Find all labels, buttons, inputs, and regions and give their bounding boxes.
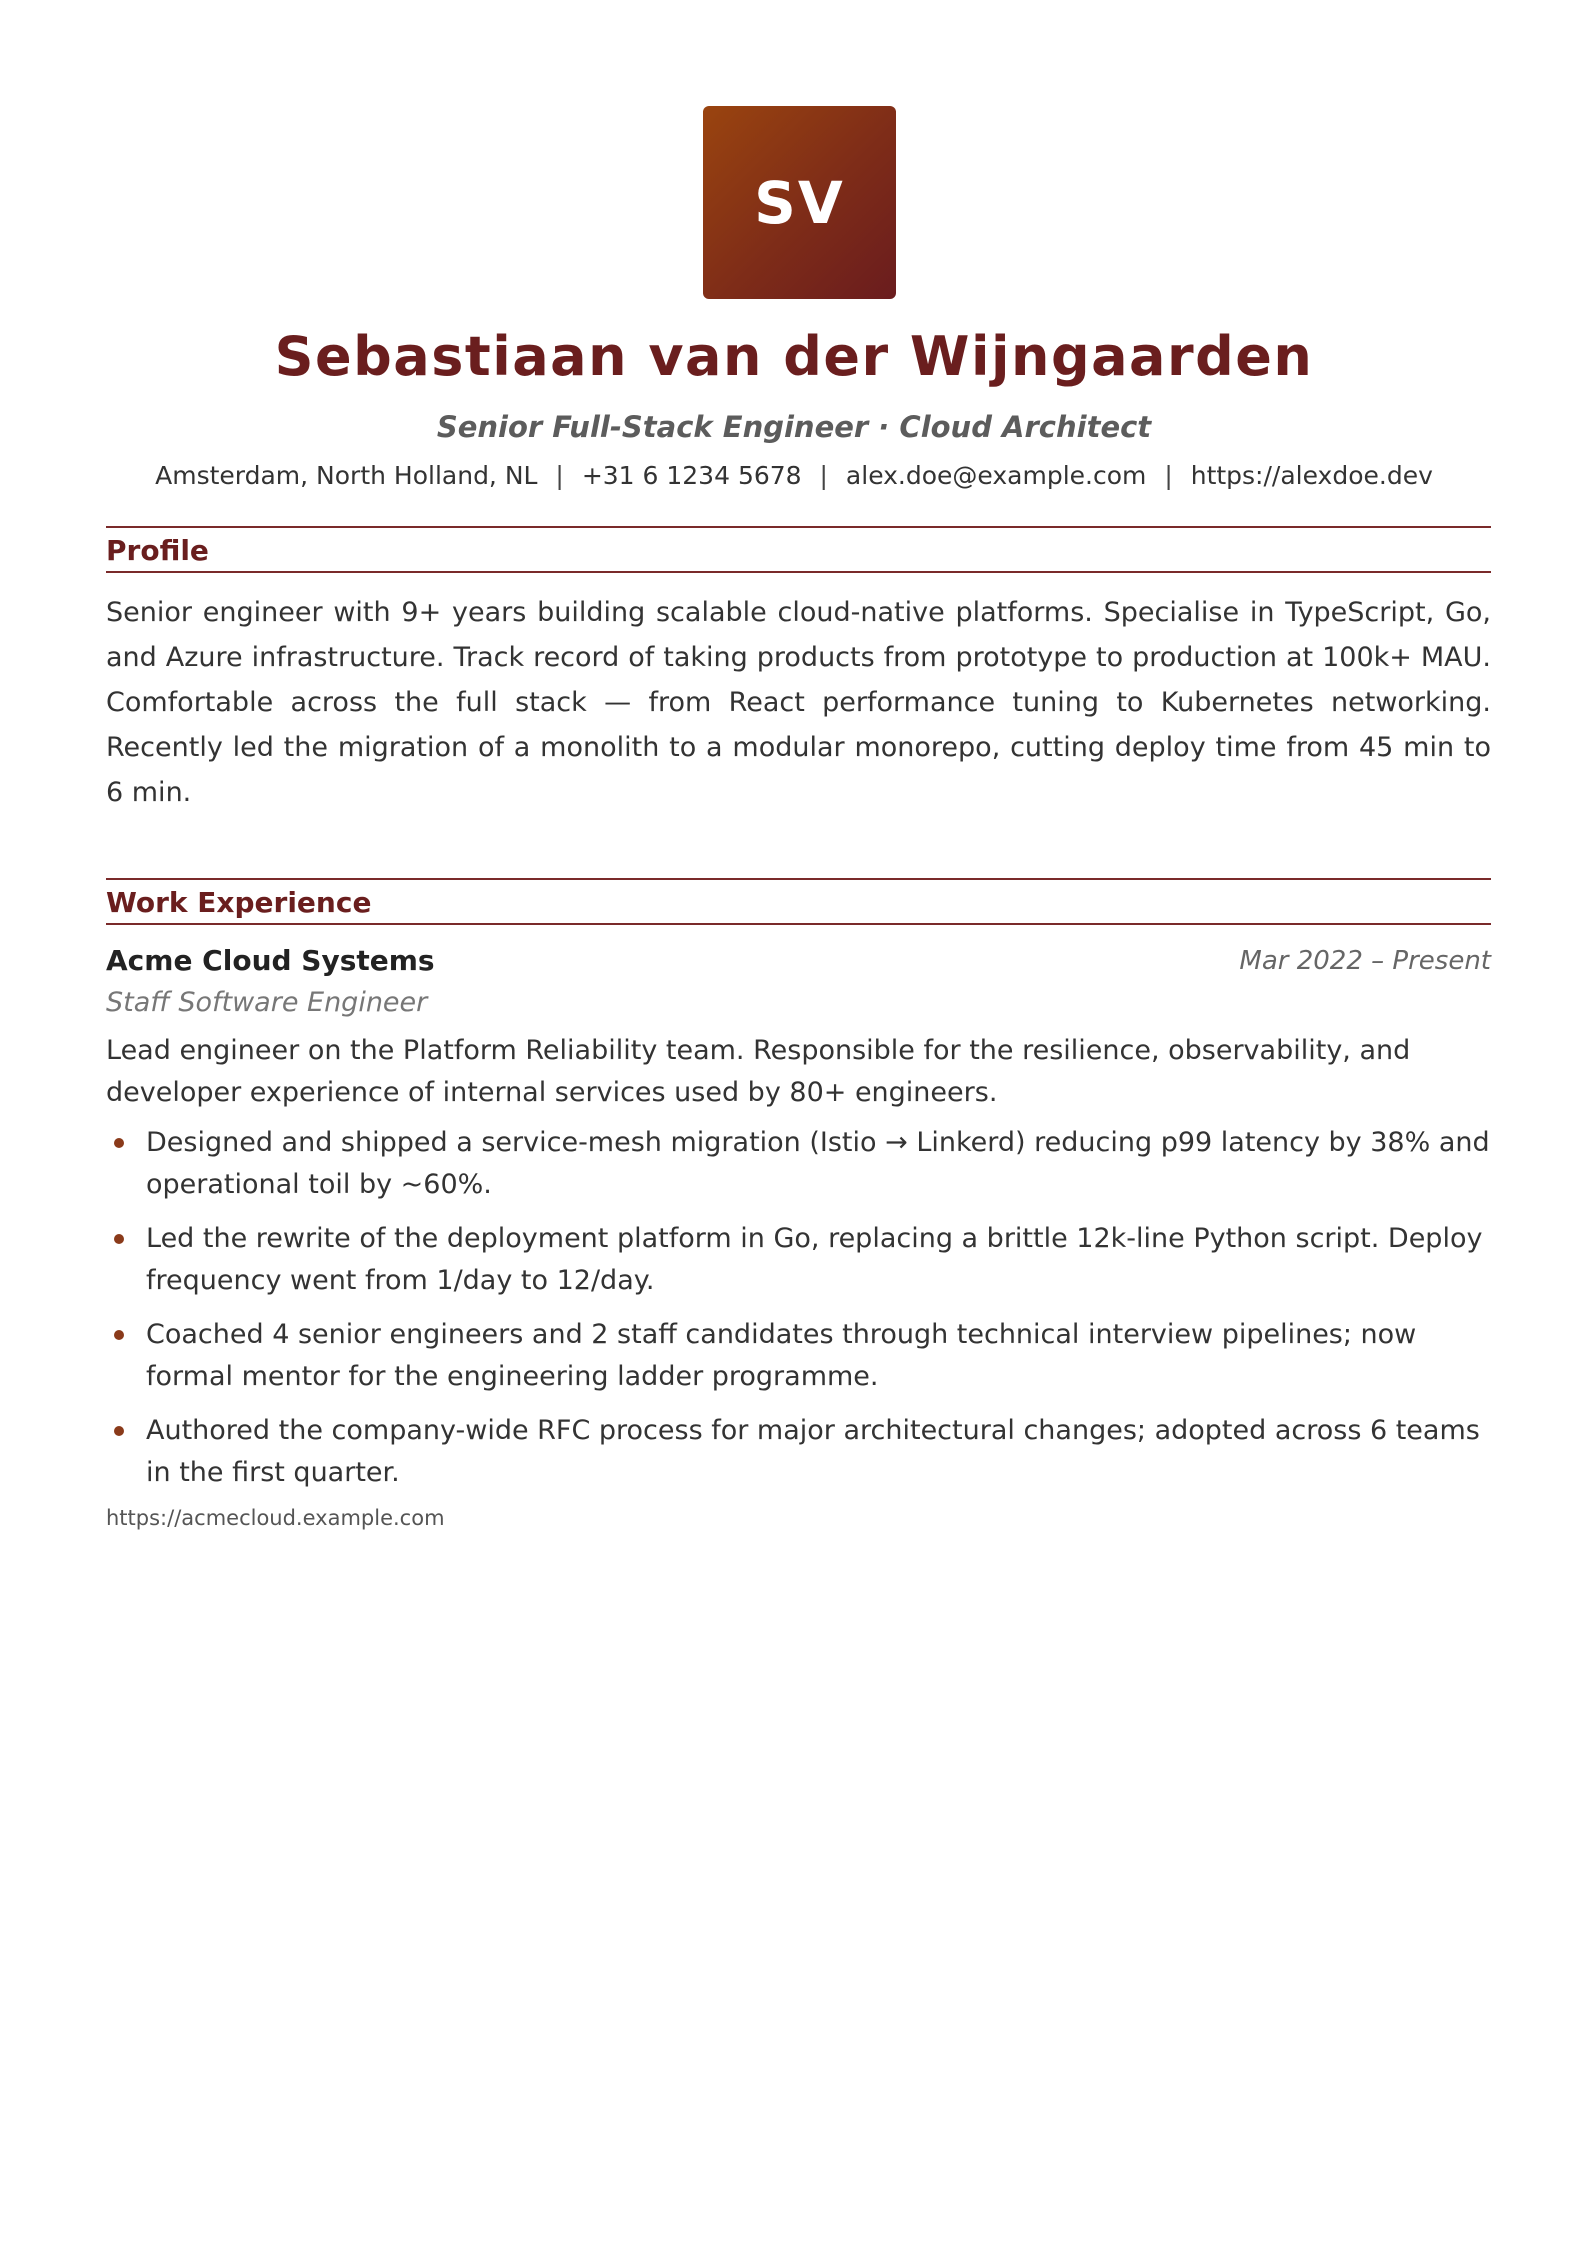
contact-website[interactable]: https://alexdoe.dev	[1190, 461, 1433, 490]
candidate-headline: Senior Full-Stack Engineer · Cloud Architect	[436, 410, 1152, 444]
job-achievements-list	[106, 1122, 1491, 1506]
contact-separator: |	[819, 461, 828, 490]
bullet-dot-icon	[114, 1330, 124, 1340]
contact-location: Amsterdam, North Holland, NL	[155, 461, 538, 490]
profile-heading: Profile	[106, 534, 209, 567]
monogram-initials: SV	[754, 168, 845, 237]
list-item	[106, 1314, 1491, 1398]
list-item	[106, 1410, 1491, 1494]
experience-section-header	[106, 878, 1491, 925]
contact-phone[interactable]: +31 6 1234 5678	[581, 461, 802, 490]
profile-section-header	[106, 526, 1491, 573]
list-item-text: Led the rewrite of the deployment platform in Go, replacing a brittle 12k-line Python script. Deploy frequency went from 1/day to 12/day.	[146, 1223, 1483, 1296]
contact-separator: |	[1164, 461, 1173, 490]
job-summary: Lead engineer on the Platform Reliability team. Responsible for the resilience, observability, and developer experience of internal services used by 80+ engineers.	[106, 1035, 1411, 1108]
list-item-text: Designed and shipped a service-mesh migration (Istio → Linkerd) reducing p99 latency by 38% and operational toil by ~60%.	[146, 1127, 1490, 1200]
bullet-dot-icon	[114, 1138, 124, 1148]
list-item-text: Authored the company-wide RFC process for major architectural changes; adopted across 6 teams in the first quarter.	[146, 1415, 1480, 1488]
list-item	[106, 1218, 1491, 1302]
job-dates: Mar 2022 – Present	[1239, 946, 1491, 976]
contact-email[interactable]: alex.doe@example.com	[845, 461, 1147, 490]
job-company-url[interactable]: https://acmecloud.example.com	[106, 1506, 445, 1530]
experience-heading: Work Experience	[106, 886, 372, 919]
profile-summary: Senior engineer with 9+ years building scalable cloud-native platforms. Specialise in TypeScript, Go, and Azure infrastructure. Track record of taking products from prototype to production at 100k+ MAU. Comfortable across the full stack — from React performance tuning to Kubernetes networking. Recently led the migration of a monolith to a modular monorepo, cutting deploy time from 45 min to 6 min.	[106, 597, 1491, 808]
contact-separator: |	[555, 461, 564, 490]
list-item	[106, 1122, 1491, 1206]
bullet-dot-icon	[114, 1426, 124, 1436]
contact-line	[0, 461, 1588, 490]
bullet-dot-icon	[114, 1234, 124, 1244]
list-item-text: Coached 4 senior engineers and 2 staff candidates through technical interview pipelines; now formal mentor for the engineering ladder programme.	[146, 1319, 1417, 1392]
monogram-avatar	[703, 106, 896, 299]
job-company: Acme Cloud Systems	[106, 944, 435, 977]
candidate-name: Sebastiaan van der Wijngaarden	[274, 325, 1314, 388]
job-title: Staff Software Engineer	[106, 987, 428, 1018]
